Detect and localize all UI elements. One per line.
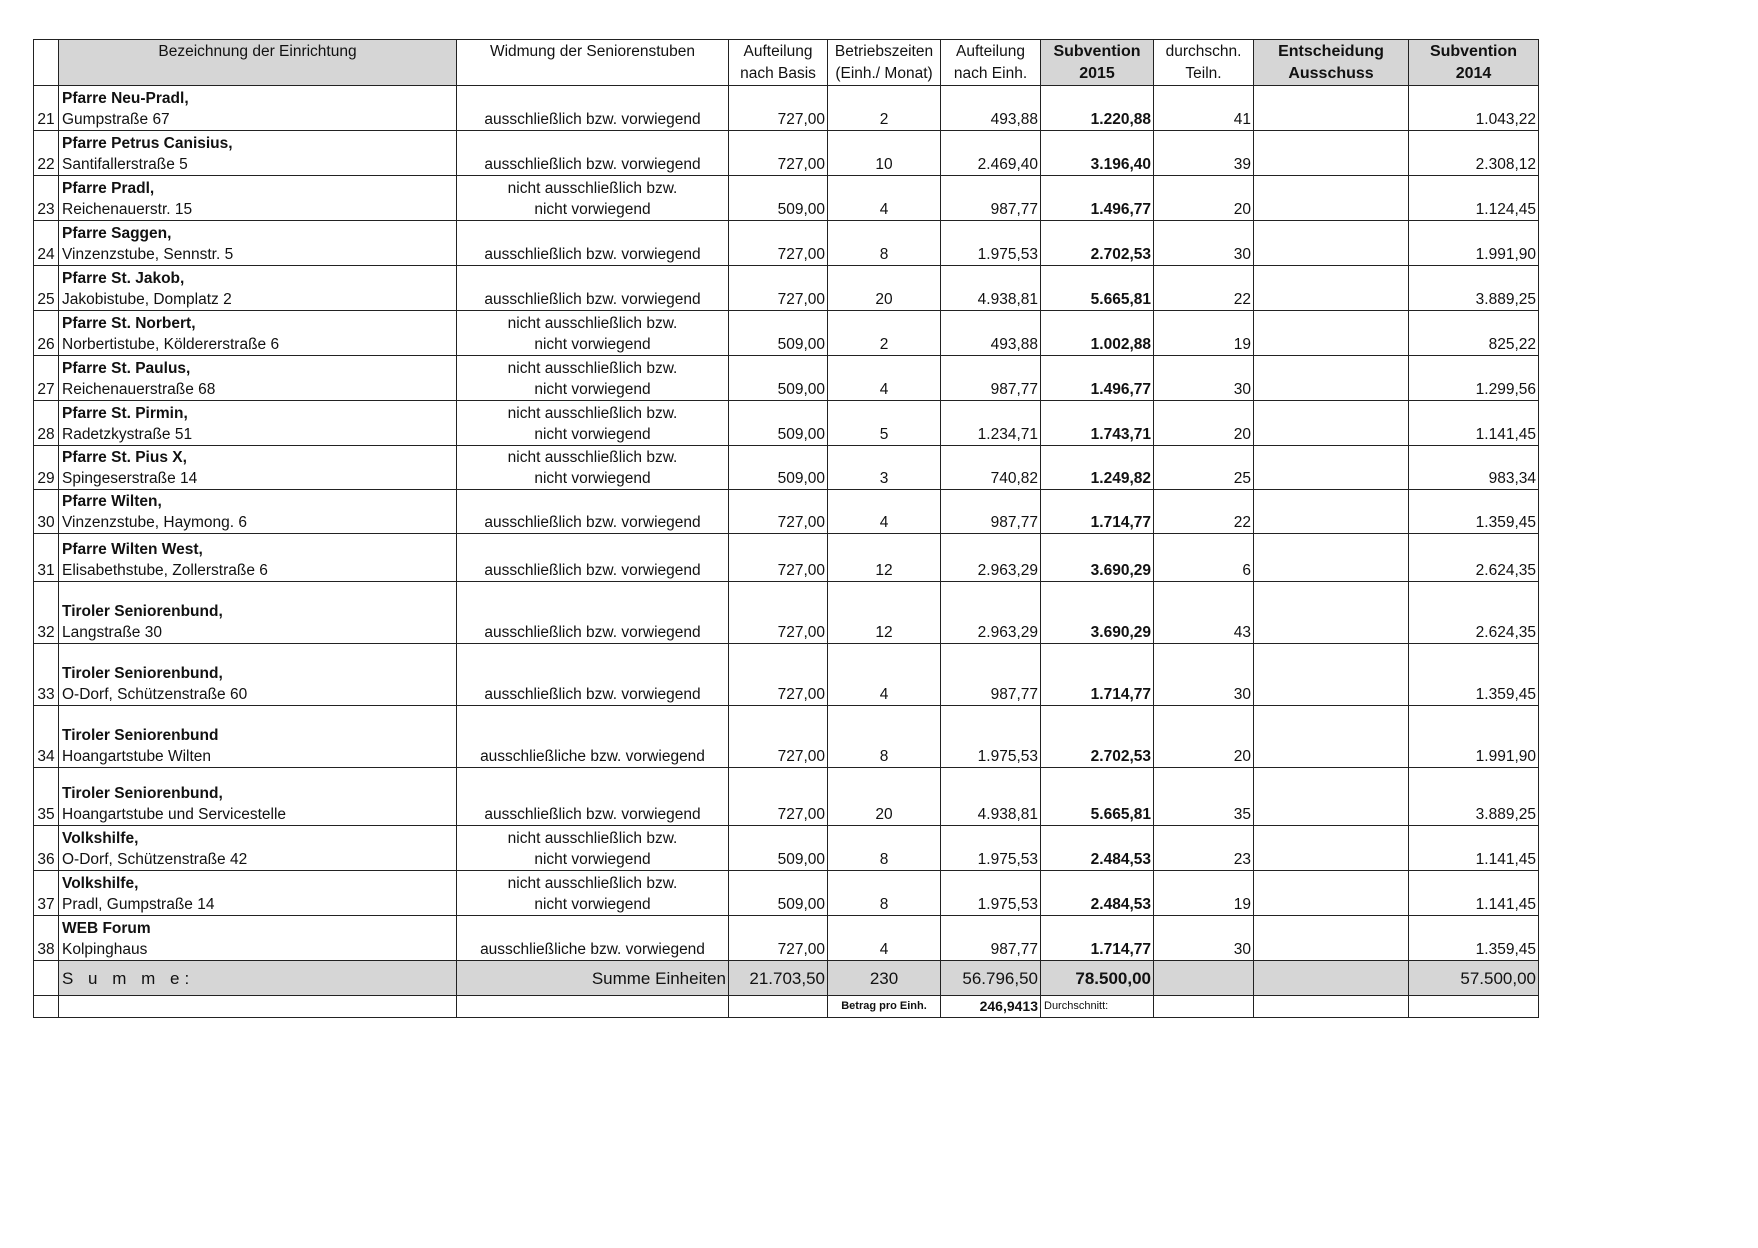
betriebszeiten: 5 xyxy=(828,401,941,446)
header-aufteilung-einh: Aufteilung nach Einh. xyxy=(941,40,1041,86)
subvention-2015: 5.665,81 xyxy=(1041,768,1154,826)
aufteilung-einh: 740,82 xyxy=(941,446,1041,490)
aufteilung-einh: 2.963,29 xyxy=(941,582,1041,644)
betriebszeiten: 4 xyxy=(828,644,941,706)
widmung-line: nicht ausschließlich bzw. xyxy=(507,875,678,892)
subvention-2014: 3.889,25 xyxy=(1409,768,1539,826)
aufteilung-einh: 4.938,81 xyxy=(941,768,1041,826)
facility-address: Jakobistube, Domplatz 2 xyxy=(62,291,232,308)
subvention-2015: 2.484,53 xyxy=(1041,871,1154,916)
widmung-line: ausschließlich bzw. vorwiegend xyxy=(484,514,701,531)
aufteilung-einh: 493,88 xyxy=(941,311,1041,356)
subvention-2015: 3.690,29 xyxy=(1041,534,1154,582)
aufteilung-basis: 509,00 xyxy=(729,446,828,490)
facility-address: Gumpstraße 67 xyxy=(62,111,170,128)
subsidy-table xyxy=(33,39,1539,1018)
betriebszeiten: 20 xyxy=(828,768,941,826)
widmung-line: nicht vorwiegend xyxy=(534,896,651,913)
summe-row xyxy=(34,961,1539,996)
facility-address: Reichenauerstr. 15 xyxy=(62,201,193,218)
facility-org: Pfarre St. Jakob, xyxy=(62,270,185,287)
facility-address: Vinzenzstube, Haymong. 6 xyxy=(62,514,247,531)
aufteilung-basis: 727,00 xyxy=(729,534,828,582)
widmung xyxy=(457,131,729,176)
row-number: 37 xyxy=(34,871,59,916)
facility-org: Pfarre Saggen, xyxy=(62,225,172,242)
facility-org: Tiroler Seniorenbund, xyxy=(62,603,223,620)
subvention-2015: 1.220,88 xyxy=(1041,86,1154,131)
facility-org: Pfarre Wilten West, xyxy=(62,541,203,558)
facility-org: Pfarre St. Norbert, xyxy=(62,315,196,332)
teilnehmer: 20 xyxy=(1154,706,1254,768)
table-row xyxy=(34,916,1539,961)
subvention-2015: 5.665,81 xyxy=(1041,266,1154,311)
facility-address: O-Dorf, Schützenstraße 60 xyxy=(62,686,248,703)
subvention-2014: 2.624,35 xyxy=(1409,582,1539,644)
row-number: 27 xyxy=(34,356,59,401)
aufteilung-basis: 509,00 xyxy=(729,871,828,916)
aufteilung-basis: 509,00 xyxy=(729,176,828,221)
widmung xyxy=(457,266,729,311)
footer-teilnehmer xyxy=(1154,996,1254,1018)
widmung xyxy=(457,644,729,706)
widmung xyxy=(457,871,729,916)
widmung-line: nicht vorwiegend xyxy=(534,201,651,218)
table-row xyxy=(34,706,1539,768)
footer-widmung xyxy=(457,996,729,1018)
teilnehmer: 30 xyxy=(1154,221,1254,266)
facility-name xyxy=(59,534,457,582)
aufteilung-basis: 727,00 xyxy=(729,86,828,131)
betriebszeiten: 20 xyxy=(828,266,941,311)
facility-name xyxy=(59,401,457,446)
facility-org: Pfarre Wilten, xyxy=(62,493,162,510)
subvention-2014: 1.141,45 xyxy=(1409,826,1539,871)
widmung xyxy=(457,221,729,266)
table-row xyxy=(34,446,1539,490)
widmung xyxy=(457,311,729,356)
row-number: 30 xyxy=(34,490,59,534)
teilnehmer: 19 xyxy=(1154,871,1254,916)
betriebszeiten: 8 xyxy=(828,706,941,768)
row-number: 24 xyxy=(34,221,59,266)
row-number: 38 xyxy=(34,916,59,961)
facility-org: Tiroler Seniorenbund xyxy=(62,727,219,744)
widmung xyxy=(457,86,729,131)
entscheidung-ausschuss xyxy=(1254,534,1409,582)
summe-teilnehmer xyxy=(1154,961,1254,996)
facility-address: Kolpinghaus xyxy=(62,941,148,958)
entscheidung-ausschuss xyxy=(1254,266,1409,311)
facility-org: Pfarre Neu-Pradl, xyxy=(62,90,189,107)
subvention-2015: 1.714,77 xyxy=(1041,644,1154,706)
subvention-2014: 1.991,90 xyxy=(1409,706,1539,768)
table-row xyxy=(34,644,1539,706)
aufteilung-einh: 4.938,81 xyxy=(941,266,1041,311)
entscheidung-ausschuss xyxy=(1254,176,1409,221)
subvention-2014: 983,34 xyxy=(1409,446,1539,490)
aufteilung-basis: 727,00 xyxy=(729,644,828,706)
summe-aufteilung-einh: 56.796,50 xyxy=(941,961,1041,996)
facility-name xyxy=(59,916,457,961)
betriebszeiten: 3 xyxy=(828,446,941,490)
entscheidung-ausschuss xyxy=(1254,871,1409,916)
widmung xyxy=(457,490,729,534)
summe-betriebszeiten: 230 xyxy=(828,961,941,996)
widmung-line: nicht ausschließlich bzw. xyxy=(507,405,678,422)
entscheidung-ausschuss xyxy=(1254,356,1409,401)
facility-address: Hoangartstube und Servicestelle xyxy=(62,806,287,823)
facility-address: Spingeserstraße 14 xyxy=(62,470,198,487)
facility-address: Hoangartstube Wilten xyxy=(62,748,212,765)
aufteilung-basis: 727,00 xyxy=(729,221,828,266)
subvention-2014: 1.359,45 xyxy=(1409,916,1539,961)
widmung-line: ausschließliche bzw. vorwiegend xyxy=(480,941,705,958)
summe-aufteilung-basis: 21.703,50 xyxy=(729,961,828,996)
entscheidung-ausschuss xyxy=(1254,490,1409,534)
row-number: 33 xyxy=(34,644,59,706)
widmung-line: ausschließlich bzw. vorwiegend xyxy=(484,246,701,263)
subvention-2015: 1.002,88 xyxy=(1041,311,1154,356)
aufteilung-einh: 987,77 xyxy=(941,644,1041,706)
teilnehmer: 35 xyxy=(1154,768,1254,826)
subvention-2015: 1.249,82 xyxy=(1041,446,1154,490)
facility-address: Pradl, Gumpstraße 14 xyxy=(62,896,215,913)
widmung-line: nicht vorwiegend xyxy=(534,426,651,443)
header-teilnehmer: durchschn. Teiln. xyxy=(1154,40,1254,86)
subvention-2014: 1.359,45 xyxy=(1409,490,1539,534)
widmung xyxy=(457,826,729,871)
entscheidung-ausschuss xyxy=(1254,916,1409,961)
header-name: Bezeichnung der Einrichtung xyxy=(59,40,457,86)
widmung xyxy=(457,401,729,446)
betriebszeiten: 12 xyxy=(828,534,941,582)
entscheidung-ausschuss xyxy=(1254,221,1409,266)
aufteilung-einh: 1.234,71 xyxy=(941,401,1041,446)
entscheidung-ausschuss xyxy=(1254,644,1409,706)
row-number: 31 xyxy=(34,534,59,582)
aufteilung-einh: 1.975,53 xyxy=(941,871,1041,916)
aufteilung-basis: 727,00 xyxy=(729,916,828,961)
footer-subvention-2014 xyxy=(1409,996,1539,1018)
footer-entscheidung xyxy=(1254,996,1409,1018)
table-row xyxy=(34,871,1539,916)
widmung-line: nicht ausschließlich bzw. xyxy=(507,315,678,332)
teilnehmer: 20 xyxy=(1154,176,1254,221)
aufteilung-basis: 727,00 xyxy=(729,768,828,826)
header-subvention-2015: Subvention 2015 xyxy=(1041,40,1154,86)
subvention-2015: 3.690,29 xyxy=(1041,582,1154,644)
footer-basis xyxy=(729,996,828,1018)
facility-org: Pfarre St. Paulus, xyxy=(62,360,191,377)
widmung-line: ausschließlich bzw. vorwiegend xyxy=(484,562,701,579)
facility-org: Tiroler Seniorenbund, xyxy=(62,785,223,802)
teilnehmer: 22 xyxy=(1154,266,1254,311)
summe-label: S u m m e: xyxy=(59,961,457,996)
betriebszeiten: 10 xyxy=(828,131,941,176)
subvention-2015: 1.714,77 xyxy=(1041,490,1154,534)
aufteilung-basis: 509,00 xyxy=(729,401,828,446)
facility-org: Pfarre St. Pius X, xyxy=(62,449,187,466)
aufteilung-basis: 727,00 xyxy=(729,582,828,644)
aufteilung-einh: 2.469,40 xyxy=(941,131,1041,176)
table-row xyxy=(34,356,1539,401)
entscheidung-ausschuss xyxy=(1254,582,1409,644)
facility-name xyxy=(59,768,457,826)
subvention-2014: 1.991,90 xyxy=(1409,221,1539,266)
subvention-2014: 2.308,12 xyxy=(1409,131,1539,176)
row-number: 26 xyxy=(34,311,59,356)
row-number: 29 xyxy=(34,446,59,490)
entscheidung-ausschuss xyxy=(1254,768,1409,826)
teilnehmer: 20 xyxy=(1154,401,1254,446)
facility-org: WEB Forum xyxy=(62,920,151,937)
aufteilung-basis: 509,00 xyxy=(729,826,828,871)
aufteilung-einh: 1.975,53 xyxy=(941,221,1041,266)
widmung-line: nicht ausschließlich bzw. xyxy=(507,180,678,197)
teilnehmer: 19 xyxy=(1154,311,1254,356)
header-subvention-2014: Subvention 2014 xyxy=(1409,40,1539,86)
widmung-line: ausschließlich bzw. vorwiegend xyxy=(484,686,701,703)
widmung-line: ausschließlich bzw. vorwiegend xyxy=(484,156,701,173)
aufteilung-einh: 987,77 xyxy=(941,356,1041,401)
teilnehmer: 43 xyxy=(1154,582,1254,644)
entscheidung-ausschuss xyxy=(1254,401,1409,446)
subvention-2015: 1.496,77 xyxy=(1041,176,1154,221)
facility-name xyxy=(59,644,457,706)
entscheidung-ausschuss xyxy=(1254,131,1409,176)
subsidy-table-sheet xyxy=(33,39,1539,1018)
widmung xyxy=(457,534,729,582)
header-row xyxy=(34,40,1539,86)
subvention-2015: 2.702,53 xyxy=(1041,706,1154,768)
entscheidung-ausschuss xyxy=(1254,446,1409,490)
subvention-2015: 2.484,53 xyxy=(1041,826,1154,871)
subvention-2015: 1.714,77 xyxy=(1041,916,1154,961)
teilnehmer: 6 xyxy=(1154,534,1254,582)
subvention-2015: 2.702,53 xyxy=(1041,221,1154,266)
header-widmung: Widmung der Seniorenstuben xyxy=(457,40,729,86)
facility-name xyxy=(59,311,457,356)
row-number: 28 xyxy=(34,401,59,446)
facility-address: Vinzenzstube, Sennstr. 5 xyxy=(62,246,234,263)
summe-subvention-2014: 57.500,00 xyxy=(1409,961,1539,996)
summe-entscheidung xyxy=(1254,961,1409,996)
facility-org: Tiroler Seniorenbund, xyxy=(62,665,223,682)
teilnehmer: 22 xyxy=(1154,490,1254,534)
row-number: 23 xyxy=(34,176,59,221)
betriebszeiten: 8 xyxy=(828,826,941,871)
widmung-line: ausschließliche bzw. vorwiegend xyxy=(480,748,705,765)
widmung-line: nicht vorwiegend xyxy=(534,381,651,398)
table-row xyxy=(34,266,1539,311)
entscheidung-ausschuss xyxy=(1254,86,1409,131)
widmung-line: nicht vorwiegend xyxy=(534,336,651,353)
summe-rownum xyxy=(34,961,59,996)
table-row xyxy=(34,826,1539,871)
row-number: 36 xyxy=(34,826,59,871)
aufteilung-einh: 2.963,29 xyxy=(941,534,1041,582)
betriebszeiten: 4 xyxy=(828,356,941,401)
entscheidung-ausschuss xyxy=(1254,311,1409,356)
facility-name xyxy=(59,356,457,401)
teilnehmer: 30 xyxy=(1154,356,1254,401)
widmung-line: nicht vorwiegend xyxy=(534,851,651,868)
betriebszeiten: 2 xyxy=(828,311,941,356)
betriebszeiten: 4 xyxy=(828,490,941,534)
widmung-line: nicht ausschließlich bzw. xyxy=(507,360,678,377)
aufteilung-einh: 987,77 xyxy=(941,490,1041,534)
facility-address: Norbertistube, Köldererstraße 6 xyxy=(62,336,280,353)
aufteilung-basis: 727,00 xyxy=(729,131,828,176)
facility-name xyxy=(59,490,457,534)
teilnehmer: 30 xyxy=(1154,644,1254,706)
table-row xyxy=(34,534,1539,582)
table-body xyxy=(34,86,1539,961)
facility-org: Volkshilfe, xyxy=(62,830,139,847)
widmung-line: nicht vorwiegend xyxy=(534,470,651,487)
subvention-2014: 1.124,45 xyxy=(1409,176,1539,221)
widmung-line: ausschließlich bzw. vorwiegend xyxy=(484,624,701,641)
widmung xyxy=(457,768,729,826)
facility-address: Reichenauerstraße 68 xyxy=(62,381,216,398)
row-number: 34 xyxy=(34,706,59,768)
facility-address: O-Dorf, Schützenstraße 42 xyxy=(62,851,248,868)
row-number: 21 xyxy=(34,86,59,131)
teilnehmer: 30 xyxy=(1154,916,1254,961)
header-entscheidung: Entscheidung Ausschuss xyxy=(1254,40,1409,86)
aufteilung-einh: 987,77 xyxy=(941,176,1041,221)
widmung xyxy=(457,446,729,490)
teilnehmer: 39 xyxy=(1154,131,1254,176)
aufteilung-einh: 1.975,53 xyxy=(941,706,1041,768)
betriebszeiten: 12 xyxy=(828,582,941,644)
subvention-2014: 1.359,45 xyxy=(1409,644,1539,706)
widmung-line: ausschließlich bzw. vorwiegend xyxy=(484,806,701,823)
facility-address: Santifallerstraße 5 xyxy=(62,156,188,173)
widmung-line: ausschließlich bzw. vorwiegend xyxy=(484,291,701,308)
table-row xyxy=(34,176,1539,221)
widmung xyxy=(457,176,729,221)
subvention-2014: 2.624,35 xyxy=(1409,534,1539,582)
table-row xyxy=(34,490,1539,534)
table-row xyxy=(34,221,1539,266)
table-row xyxy=(34,768,1539,826)
facility-address: Radetzkystraße 51 xyxy=(62,426,193,443)
facility-org: Pfarre Pradl, xyxy=(62,180,155,197)
summe-einheiten-label: Summe Einheiten xyxy=(457,961,729,996)
facility-org: Pfarre St. Pirmin, xyxy=(62,405,188,422)
facility-name xyxy=(59,446,457,490)
widmung-line: ausschließlich bzw. vorwiegend xyxy=(484,111,701,128)
widmung xyxy=(457,356,729,401)
entscheidung-ausschuss xyxy=(1254,826,1409,871)
betriebszeiten: 8 xyxy=(828,871,941,916)
facility-address: Langstraße 30 xyxy=(62,624,162,641)
table-row xyxy=(34,401,1539,446)
facility-org: Pfarre Petrus Canisius, xyxy=(62,135,233,152)
footer-betrag-value: 246,9413 xyxy=(941,996,1041,1018)
subvention-2015: 1.496,77 xyxy=(1041,356,1154,401)
aufteilung-basis: 727,00 xyxy=(729,490,828,534)
table-row xyxy=(34,86,1539,131)
subvention-2014: 1.141,45 xyxy=(1409,401,1539,446)
betriebszeiten: 4 xyxy=(828,916,941,961)
widmung-line: nicht ausschließlich bzw. xyxy=(507,449,678,466)
aufteilung-basis: 727,00 xyxy=(729,266,828,311)
row-number: 35 xyxy=(34,768,59,826)
facility-name xyxy=(59,131,457,176)
widmung-line: nicht ausschließlich bzw. xyxy=(507,830,678,847)
aufteilung-einh: 987,77 xyxy=(941,916,1041,961)
footer-name xyxy=(59,996,457,1018)
facility-name xyxy=(59,826,457,871)
betriebszeiten: 2 xyxy=(828,86,941,131)
subvention-2015: 1.743,71 xyxy=(1041,401,1154,446)
footer-row xyxy=(34,996,1539,1018)
facility-org: Volkshilfe, xyxy=(62,875,139,892)
widmung xyxy=(457,706,729,768)
facility-name xyxy=(59,176,457,221)
teilnehmer: 23 xyxy=(1154,826,1254,871)
widmung xyxy=(457,916,729,961)
teilnehmer: 25 xyxy=(1154,446,1254,490)
row-number: 32 xyxy=(34,582,59,644)
header-row-number xyxy=(34,40,59,86)
facility-name xyxy=(59,582,457,644)
table-row xyxy=(34,131,1539,176)
facility-name xyxy=(59,221,457,266)
row-number: 25 xyxy=(34,266,59,311)
footer-durchschnitt-label: Durchschnitt: xyxy=(1041,996,1154,1018)
aufteilung-basis: 509,00 xyxy=(729,356,828,401)
aufteilung-basis: 727,00 xyxy=(729,706,828,768)
table-row xyxy=(34,311,1539,356)
summe-subvention-2015: 78.500,00 xyxy=(1041,961,1154,996)
header-aufteilung-basis: Aufteilung nach Basis xyxy=(729,40,828,86)
footer-betrag-label: Betrag pro Einh. xyxy=(828,996,941,1018)
facility-address: Elisabethstube, Zollerstraße 6 xyxy=(62,562,268,579)
table-row xyxy=(34,582,1539,644)
subvention-2014: 1.043,22 xyxy=(1409,86,1539,131)
subvention-2014: 1.141,45 xyxy=(1409,871,1539,916)
footer-rownum xyxy=(34,996,59,1018)
header-betriebszeiten: Betriebszeiten (Einh./ Monat) xyxy=(828,40,941,86)
aufteilung-einh: 493,88 xyxy=(941,86,1041,131)
betriebszeiten: 8 xyxy=(828,221,941,266)
facility-name xyxy=(59,871,457,916)
betriebszeiten: 4 xyxy=(828,176,941,221)
subvention-2014: 1.299,56 xyxy=(1409,356,1539,401)
entscheidung-ausschuss xyxy=(1254,706,1409,768)
facility-name xyxy=(59,706,457,768)
widmung xyxy=(457,582,729,644)
aufteilung-basis: 509,00 xyxy=(729,311,828,356)
row-number: 22 xyxy=(34,131,59,176)
teilnehmer: 41 xyxy=(1154,86,1254,131)
subvention-2014: 3.889,25 xyxy=(1409,266,1539,311)
facility-name xyxy=(59,266,457,311)
aufteilung-einh: 1.975,53 xyxy=(941,826,1041,871)
subvention-2015: 3.196,40 xyxy=(1041,131,1154,176)
facility-name xyxy=(59,86,457,131)
subvention-2014: 825,22 xyxy=(1409,311,1539,356)
